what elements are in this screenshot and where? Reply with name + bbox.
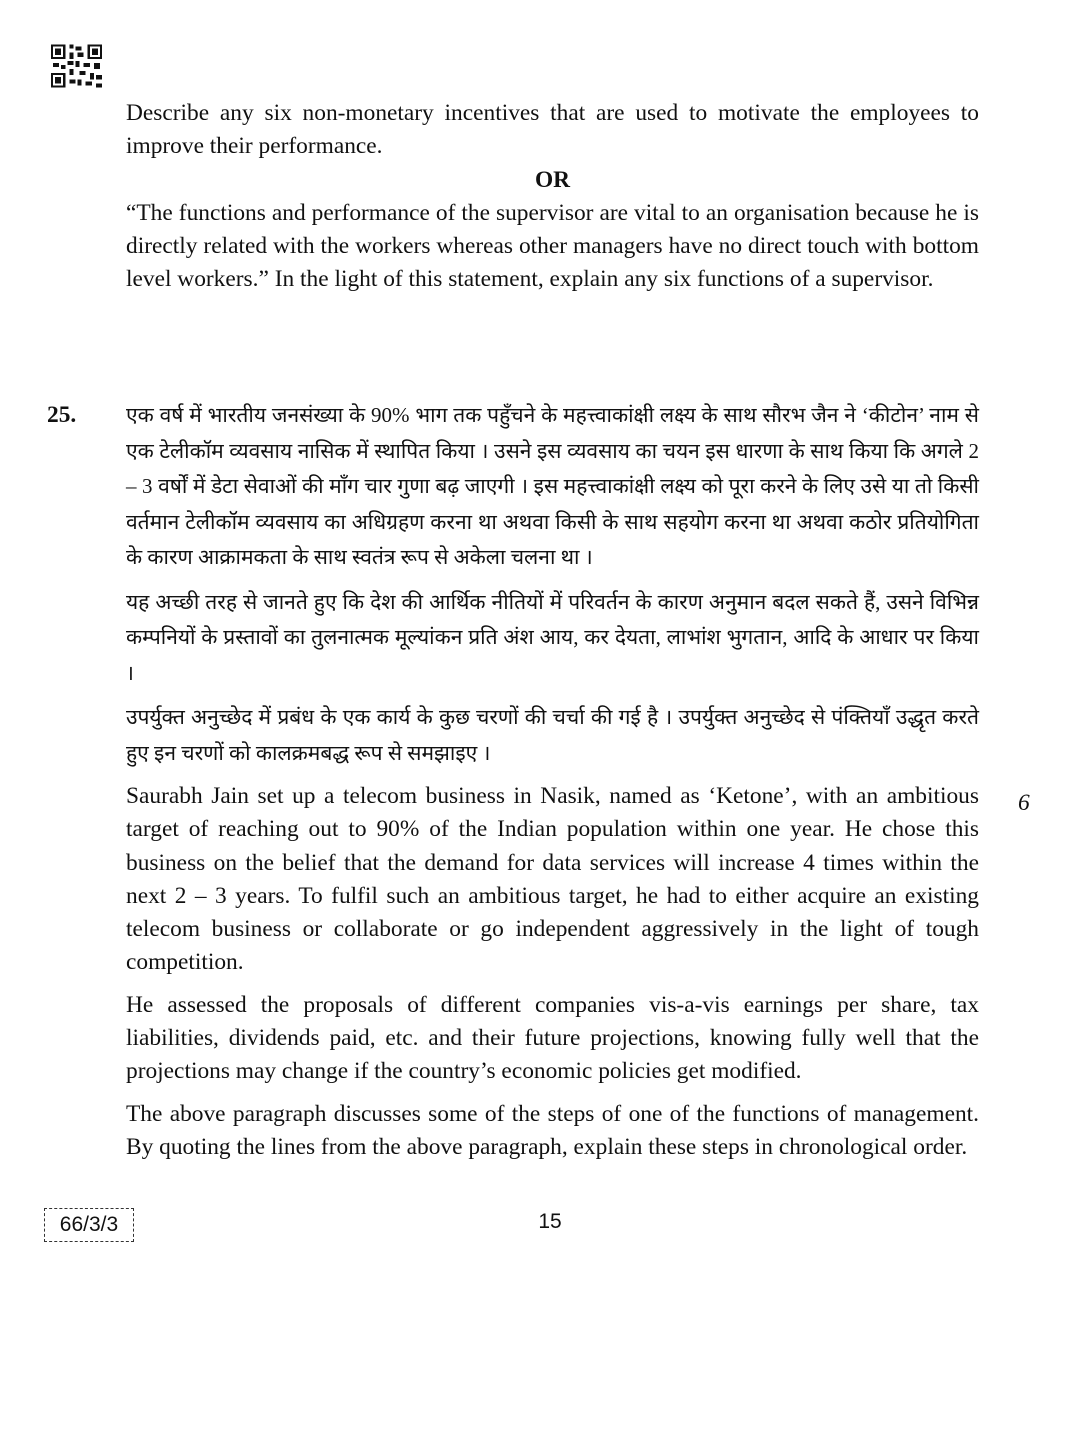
question-24-alternative bbox=[126, 97, 979, 297]
q24-part1-text: Describe any six non-monetary incentives that are used to motivate the employees to improve their performance. bbox=[126, 100, 979, 160]
page-number: 15 bbox=[538, 1210, 562, 1233]
paper-code: 66/3/3 bbox=[44, 1208, 134, 1242]
q25-hindi-para-3: उपर्युक्त अनुच्छेद में प्रबंध के एक कार्य के कुछ चरणों की चर्चा की गई है । उपर्युक्त अनुच्छेद से पंक्तियाँ उद्धृत करते हुए इन चरणों को कालक्रमबद्ध रूप से समझाइए । bbox=[126, 705, 979, 765]
marks-label: 6 bbox=[1018, 790, 1030, 816]
question-25-body bbox=[126, 398, 979, 1164]
q24-part2-text: “The functions and performance of the supervisor are vital to an organisation because he is directly related with the workers whereas other managers have no direct touch with bottom level workers.” In the light of this statement, explain any six functions of a supervisor. bbox=[126, 199, 979, 293]
or-label: OR bbox=[534, 166, 571, 193]
q25-english-para-2: He assessed the proposals of different companies vis-a-vis earnings per share, tax liabilities, dividends paid, etc. and their future projections, knowing fully well that the projections may change if the country’s economic policies get modified. bbox=[126, 991, 979, 1085]
question-number: 25. bbox=[47, 402, 77, 428]
q25-hindi-para-2: यह अच्छी तरह से जानते हुए कि देश की आर्थिक नीतियों में परिवर्तन के कारण अनुमान बदल सकते हैं, उसने विभिन्न कम्पनियों के प्रस्तावों का तुलनात्मक मूल्यांकन प्रति अंश आय, कर देयता, लाभांश भुगतान, आदि के आधार पर किया । bbox=[126, 589, 979, 685]
q25-hindi-para-1: एक वर्ष में भारतीय जनसंख्या के 90% भाग तक पहुँचने के महत्त्वाकांक्षी लक्ष्य के साथ सौरभ जैन ने ‘कीटोन’ नाम से एक टेलीकॉम व्यवसाय नासिक में स्थापित किया । उसने इस व्यवसाय का चयन इस धारणा के साथ किया कि अगले 2 – 3 वर्षों में डेटा सेवाओं की माँग चार गुणा बढ़ जाएगी । इस महत्त्वाकांक्षी लक्ष्य को पूरा करने के लिए उसे या तो किसी वर्तमान टेलीकॉम व्यवसाय का अधिग्रहण करना था अथवा किसी के साथ सहयोग करना था अथवा कठोर प्रतियोगिता के कारण आक्रामकता के साथ स्वतंत्र रूप से अकेला चलना था । bbox=[126, 403, 979, 569]
q25-english-para-3: The above paragraph discusses some of the steps of one of the functions of management. By quoting the lines from the above paragraph, explain these steps in chronological order. bbox=[126, 1100, 979, 1160]
q25-english-para-1: Saurabh Jain set up a telecom business in Nasik, named as ‘Ketone’, with an ambitious target of reaching out to 90% of the Indian population within one year. He chose this business on the belief that the demand for data services will increase 4 times within the next 2 – 3 years. To fulfil such an ambitious target, he had to either acquire an existing telecom business or collaborate or go independent aggressively in the light of tough competition. bbox=[126, 783, 979, 976]
qr-code-icon bbox=[51, 44, 102, 88]
